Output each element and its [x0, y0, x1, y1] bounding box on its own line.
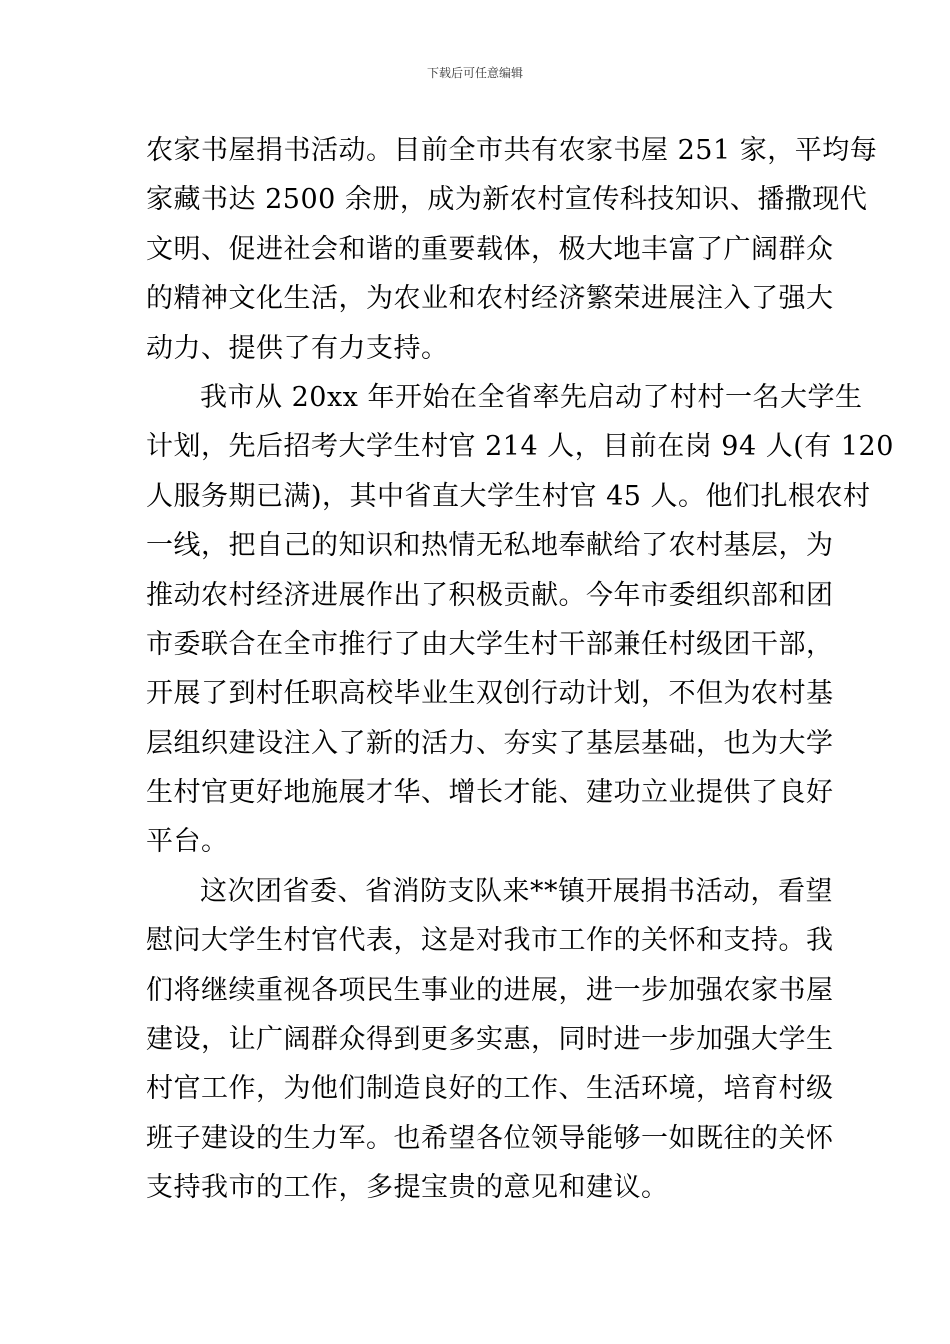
paragraph-line: 开展了到村任职高校毕业生双创行动计划，不但为农村基 [146, 678, 834, 710]
paragraph-line: 们将继续重视各项民生事业的进展，进一步加强农家书屋 [146, 974, 834, 1006]
paragraph-line: 一线，把自己的知识和热情无私地奉献给了农村基层，为 [146, 530, 834, 562]
paragraph-line: 层组织建设注入了新的活力、夯实了基层基础，也为大学 [146, 727, 834, 759]
paragraph-line: 村官工作，为他们制造良好的工作、生活环境，培育村级 [146, 1073, 834, 1105]
paragraph-line: 建设，让广阔群众得到更多实惠，同时进一步加强大学生 [146, 1024, 834, 1056]
paragraph-line: 家藏书达 2500 余册，成为新农村宣传科技知识、播撒现代 [146, 184, 868, 216]
paragraph-line: 班子建设的生力军。也希望各位领导能够一如既往的关怀 [146, 1122, 834, 1154]
paragraph-line: 支持我市的工作，多提宝贵的意见和建议。 [146, 1172, 669, 1204]
paragraph-line: 推动农村经济进展作出了积极贡献。今年市委组织部和团 [146, 579, 834, 611]
paragraph-3 [146, 867, 834, 1213]
paragraph-line: 这次团省委、省消防支队来**镇开展捐书活动，看望 [200, 875, 833, 907]
paragraph-2 [146, 373, 894, 867]
page-header: 下载后可任意编辑 [426, 66, 523, 80]
paragraph-line: 生村官更好地施展才华、增长才能、建功立业提供了良好 [146, 777, 834, 809]
paragraph-line: 我市从 20xx 年开始在全省率先启动了村村一名大学生 [200, 381, 863, 413]
paragraph-line: 农家书屋捐书活动。目前全市共有农家书屋 251 家，平均每 [146, 135, 878, 166]
paragraph-line: 的精神文化生活，为农业和农村经济繁荣进展注入了强大 [146, 283, 834, 315]
paragraph-line: 动力、提供了有力支持。 [146, 332, 449, 364]
paragraph-line: 平台。 [146, 826, 229, 858]
paragraph-line: 市委联合在全市推行了由大学生村干部兼任村级团干部， [146, 628, 834, 660]
document-body [146, 126, 894, 1213]
paragraph-line: 慰问大学生村官代表，这是对我市工作的关怀和支持。我 [146, 925, 834, 957]
paragraph-line: 人服务期已满)，其中省直大学生村官 45 人。他们扎根农村 [146, 480, 871, 512]
paragraph-1 [146, 126, 878, 373]
paragraph-line: 文明、促进社会和谐的重要载体，极大地丰富了广阔群众 [146, 233, 834, 265]
paragraph-line: 计划，先后招考大学生村官 214 人，目前在岗 94 人(有 120 [146, 431, 894, 463]
